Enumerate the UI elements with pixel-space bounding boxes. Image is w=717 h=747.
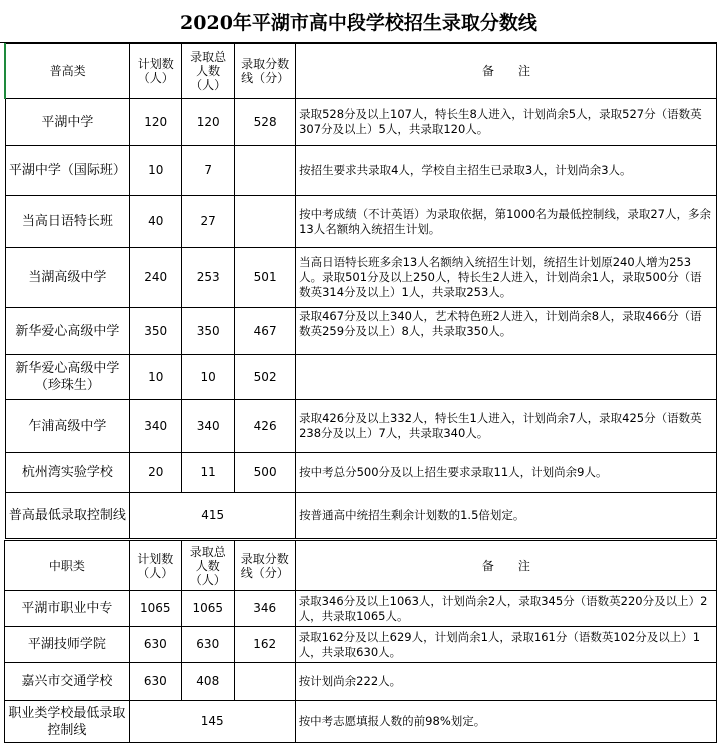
plan-count[interactable]: 240: [130, 248, 182, 308]
note-cell[interactable]: 当高日语特长班多余13人名额纳入统招生计划，统招生计划原240人增为253人。录取501分及以上250人，特长生2人进入，计划尚余1人，录取500分（语数英314分及以上）1人，共录取253人。: [296, 248, 717, 308]
cutoff-score[interactable]: 467: [235, 308, 296, 355]
plan-count[interactable]: 10: [130, 146, 182, 196]
note-cell[interactable]: 录取528分及以上107人，特长生8人进入，计划尚余5人，录取527分（语数英307分及以上）5人，共录取120人。: [296, 99, 717, 146]
plan-count[interactable]: 120: [130, 99, 182, 146]
admitted-count[interactable]: 27: [182, 196, 235, 248]
table-row: [5, 663, 717, 701]
header-note[interactable]: 备 注: [295, 541, 716, 591]
table-row: [5, 627, 717, 663]
table-row: [5, 99, 717, 146]
plan-count[interactable]: 1065: [129, 591, 181, 627]
cutoff-score[interactable]: 501: [235, 248, 296, 308]
header-category[interactable]: 普高类: [5, 44, 130, 99]
admitted-count[interactable]: 340: [182, 400, 235, 453]
header-score[interactable]: 录取分数线（分）: [235, 44, 296, 99]
note-cell[interactable]: 按招生要求共录取4人，学校自主招生已录取3人，计划尚余3人。: [296, 146, 717, 196]
cutoff-score[interactable]: 528: [235, 99, 296, 146]
school-name[interactable]: 平湖中学: [5, 99, 130, 146]
note-cell[interactable]: 录取467分及以上340人，艺术特色班2人进入，计划尚余8人，录取466分（语数英259分及以上）8人，共录取350人。: [296, 308, 717, 355]
note-cell[interactable]: 按中考志愿填报人数的前98%划定。: [295, 701, 716, 743]
school-name[interactable]: 当高日语特长班: [5, 196, 130, 248]
plan-count[interactable]: 10: [130, 355, 182, 400]
table-row: [5, 196, 717, 248]
header-category[interactable]: 中职类: [5, 541, 130, 591]
note-cell[interactable]: 录取346分及以上1063人，计划尚余2人，录取345分（语数英220分及以上）2人，共录取1065人。: [295, 591, 716, 627]
control-line-label[interactable]: 普高最低录取控制线: [5, 493, 130, 539]
header-score[interactable]: 录取分数线（分）: [234, 541, 295, 591]
admitted-count[interactable]: 120: [182, 99, 235, 146]
header-plan[interactable]: 计划数（人）: [129, 541, 181, 591]
plan-count[interactable]: 630: [129, 663, 181, 701]
admitted-count[interactable]: 11: [182, 453, 235, 493]
table-row: [5, 591, 717, 627]
control-line-row: [5, 701, 717, 743]
plan-count[interactable]: 630: [129, 627, 181, 663]
admitted-count[interactable]: 408: [181, 663, 234, 701]
note-cell[interactable]: 按普通高中统招生剩余计划数的1.5倍划定。: [296, 493, 717, 539]
admitted-count[interactable]: 350: [182, 308, 235, 355]
control-line-label[interactable]: 职业类学校最低录取控制线: [5, 701, 130, 743]
note-cell[interactable]: 按中考总分500分及以上招生要求录取11人，计划尚余9人。: [296, 453, 717, 493]
school-name[interactable]: 新华爱心高级中学（珍珠生）: [5, 355, 130, 400]
table-row: [5, 308, 717, 355]
admitted-count[interactable]: 10: [182, 355, 235, 400]
table-row: [5, 248, 717, 308]
cutoff-score[interactable]: 162: [234, 627, 295, 663]
school-name[interactable]: 嘉兴市交通学校: [5, 663, 130, 701]
vocational-admission-table: [4, 540, 717, 743]
admitted-count[interactable]: 7: [182, 146, 235, 196]
table-header-row: [5, 541, 717, 591]
school-name[interactable]: 平湖技师学院: [5, 627, 130, 663]
admitted-count[interactable]: 1065: [181, 591, 234, 627]
table-row: [5, 146, 717, 196]
school-name[interactable]: 当湖高级中学: [5, 248, 130, 308]
table-header-row: [5, 44, 717, 99]
note-cell[interactable]: 录取162分及以上629人，计划尚余1人，录取161分（语数英102分及以上）1人，共录取630人。: [295, 627, 716, 663]
school-name[interactable]: 杭州湾实验学校: [5, 453, 130, 493]
table-row: [5, 453, 717, 493]
control-line-value[interactable]: 145: [129, 701, 295, 743]
note-cell[interactable]: 按计划尚余222人。: [295, 663, 716, 701]
cutoff-score[interactable]: 502: [235, 355, 296, 400]
table-row: [5, 355, 717, 400]
note-cell[interactable]: 按中考成绩（不计英语）为录取依据，第1000名为最低控制线，录取27人，多余13人名额纳入统招生计划。: [296, 196, 717, 248]
header-total[interactable]: 录取总人数（人）: [181, 541, 234, 591]
cutoff-score[interactable]: 500: [235, 453, 296, 493]
plan-count[interactable]: 40: [130, 196, 182, 248]
control-line-value[interactable]: 415: [130, 493, 296, 539]
plan-count[interactable]: 350: [130, 308, 182, 355]
header-plan[interactable]: 计划数（人）: [130, 44, 182, 99]
admitted-count[interactable]: 253: [182, 248, 235, 308]
school-name[interactable]: 新华爱心高级中学: [5, 308, 130, 355]
plan-count[interactable]: 340: [130, 400, 182, 453]
header-total[interactable]: 录取总人数（人）: [182, 44, 235, 99]
admitted-count[interactable]: 630: [181, 627, 234, 663]
header-note[interactable]: 备 注: [296, 44, 717, 99]
note-cell[interactable]: [296, 355, 717, 400]
school-name[interactable]: 平湖中学（国际班）: [5, 146, 130, 196]
plan-count[interactable]: 20: [130, 453, 182, 493]
table-row: [5, 400, 717, 453]
school-name[interactable]: 平湖市职业中专: [5, 591, 130, 627]
cutoff-score[interactable]: 426: [235, 400, 296, 453]
cutoff-score[interactable]: [234, 663, 295, 701]
school-name[interactable]: 乍浦高级中学: [5, 400, 130, 453]
control-line-row: [5, 493, 717, 539]
page-title: 2020年平湖市高中段学校招生录取分数线: [0, 0, 717, 43]
cutoff-score[interactable]: 346: [234, 591, 295, 627]
note-cell[interactable]: 录取426分及以上332人，特长生1人进入，计划尚余7人，录取425分（语数英238分及以上）7人，共录取340人。: [296, 400, 717, 453]
cutoff-score[interactable]: [235, 196, 296, 248]
cutoff-score[interactable]: [235, 146, 296, 196]
general-admission-table: [4, 43, 717, 539]
